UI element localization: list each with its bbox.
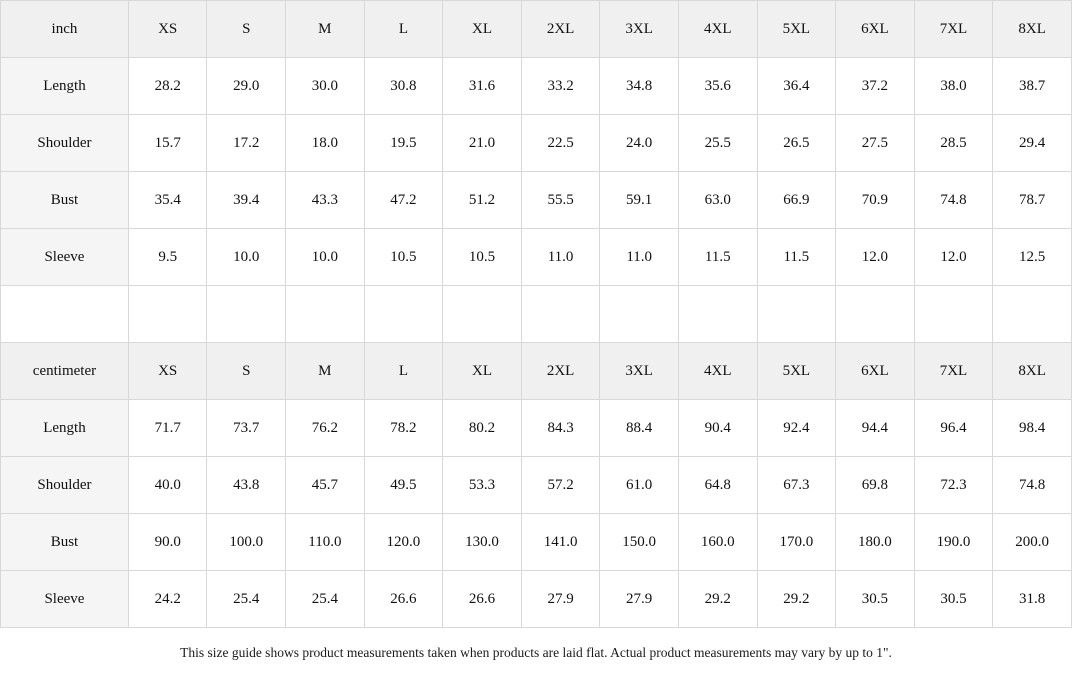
spacer-cell: [836, 286, 915, 343]
table-spacer-row: [1, 286, 1072, 343]
centimeter-unit-label: centimeter: [1, 343, 129, 400]
inch-size-header: M: [286, 1, 365, 58]
cell: 31.6: [443, 58, 522, 115]
cell: 30.5: [914, 571, 993, 628]
inch-unit-label: inch: [1, 1, 129, 58]
cell: 120.0: [364, 514, 443, 571]
table-row: [1, 115, 1072, 172]
cell: 92.4: [757, 400, 836, 457]
size-guide-footnote: This size guide shows product measurements taken when products are laid flat. Actual product measurements may vary by up to 1".: [180, 645, 892, 660]
inch-size-header: 7XL: [914, 1, 993, 58]
spacer-cell: [600, 286, 679, 343]
cell: 141.0: [521, 514, 600, 571]
cell: 66.9: [757, 172, 836, 229]
cell: 27.9: [521, 571, 600, 628]
cell: 9.5: [128, 229, 207, 286]
row-label: Sleeve: [1, 229, 129, 286]
inch-size-header: 3XL: [600, 1, 679, 58]
cell: 150.0: [600, 514, 679, 571]
inch-size-header: 4XL: [678, 1, 757, 58]
cell: 24.0: [600, 115, 679, 172]
cell: 55.5: [521, 172, 600, 229]
cell: 25.4: [207, 571, 286, 628]
cell: 24.2: [128, 571, 207, 628]
cell: 10.0: [207, 229, 286, 286]
centimeter-size-header: 7XL: [914, 343, 993, 400]
centimeter-header-row: [1, 343, 1072, 400]
cell: 39.4: [207, 172, 286, 229]
centimeter-size-header: 3XL: [600, 343, 679, 400]
inch-size-header: 5XL: [757, 1, 836, 58]
spacer-cell: [757, 286, 836, 343]
cell: 33.2: [521, 58, 600, 115]
cell: 31.8: [993, 571, 1072, 628]
cell: 47.2: [364, 172, 443, 229]
cell: 29.4: [993, 115, 1072, 172]
cell: 26.6: [364, 571, 443, 628]
cell: 10.5: [443, 229, 522, 286]
cell: 94.4: [836, 400, 915, 457]
centimeter-size-header: 2XL: [521, 343, 600, 400]
spacer-cell: [207, 286, 286, 343]
cell: 71.7: [128, 400, 207, 457]
cell: 25.4: [286, 571, 365, 628]
cell: 40.0: [128, 457, 207, 514]
cell: 130.0: [443, 514, 522, 571]
cell: 28.5: [914, 115, 993, 172]
cell: 98.4: [993, 400, 1072, 457]
spacer-cell: [1, 286, 129, 343]
cell: 160.0: [678, 514, 757, 571]
spacer-cell: [521, 286, 600, 343]
cell: 49.5: [364, 457, 443, 514]
centimeter-size-header: S: [207, 343, 286, 400]
cell: 30.8: [364, 58, 443, 115]
cell: 78.2: [364, 400, 443, 457]
centimeter-size-header: 5XL: [757, 343, 836, 400]
spacer-cell: [128, 286, 207, 343]
table-row: [1, 229, 1072, 286]
cell: 110.0: [286, 514, 365, 571]
centimeter-size-header: 4XL: [678, 343, 757, 400]
table-row: [1, 58, 1072, 115]
cell: 38.0: [914, 58, 993, 115]
cell: 26.5: [757, 115, 836, 172]
cell: 69.8: [836, 457, 915, 514]
cell: 15.7: [128, 115, 207, 172]
cell: 11.0: [600, 229, 679, 286]
cell: 88.4: [600, 400, 679, 457]
cell: 90.0: [128, 514, 207, 571]
cell: 11.5: [678, 229, 757, 286]
inch-size-header: 8XL: [993, 1, 1072, 58]
row-label: Bust: [1, 172, 129, 229]
cell: 12.5: [993, 229, 1072, 286]
row-label: Length: [1, 400, 129, 457]
cell: 170.0: [757, 514, 836, 571]
spacer-cell: [286, 286, 365, 343]
cell: 67.3: [757, 457, 836, 514]
cell: 11.5: [757, 229, 836, 286]
centimeter-size-header: XL: [443, 343, 522, 400]
row-label: Sleeve: [1, 571, 129, 628]
cell: 35.4: [128, 172, 207, 229]
inch-size-header: 2XL: [521, 1, 600, 58]
cell: 90.4: [678, 400, 757, 457]
cell: 61.0: [600, 457, 679, 514]
centimeter-size-header: 6XL: [836, 343, 915, 400]
cell: 53.3: [443, 457, 522, 514]
cell: 37.2: [836, 58, 915, 115]
cell: 78.7: [993, 172, 1072, 229]
row-label: Shoulder: [1, 115, 129, 172]
cell: 27.5: [836, 115, 915, 172]
cell: 22.5: [521, 115, 600, 172]
inch-size-header: XL: [443, 1, 522, 58]
cell: 74.8: [914, 172, 993, 229]
table-row: [1, 514, 1072, 571]
cell: 25.5: [678, 115, 757, 172]
centimeter-size-header: XS: [128, 343, 207, 400]
cell: 29.2: [757, 571, 836, 628]
inch-size-header: XS: [128, 1, 207, 58]
cell: 51.2: [443, 172, 522, 229]
cell: 29.2: [678, 571, 757, 628]
inch-header-row: [1, 1, 1072, 58]
table-row: [1, 400, 1072, 457]
cell: 12.0: [836, 229, 915, 286]
table-row: [1, 457, 1072, 514]
centimeter-size-header: M: [286, 343, 365, 400]
cell: 38.7: [993, 58, 1072, 115]
cell: 36.4: [757, 58, 836, 115]
row-label: Shoulder: [1, 457, 129, 514]
cell: 73.7: [207, 400, 286, 457]
spacer-cell: [993, 286, 1072, 343]
cell: 34.8: [600, 58, 679, 115]
cell: 21.0: [443, 115, 522, 172]
table-row: [1, 571, 1072, 628]
cell: 74.8: [993, 457, 1072, 514]
spacer-cell: [443, 286, 522, 343]
cell: 200.0: [993, 514, 1072, 571]
cell: 26.6: [443, 571, 522, 628]
cell: 72.3: [914, 457, 993, 514]
cell: 30.0: [286, 58, 365, 115]
inch-size-header: L: [364, 1, 443, 58]
cell: 18.0: [286, 115, 365, 172]
inch-size-header: 6XL: [836, 1, 915, 58]
cell: 10.5: [364, 229, 443, 286]
centimeter-size-header: 8XL: [993, 343, 1072, 400]
cell: 63.0: [678, 172, 757, 229]
cell: 19.5: [364, 115, 443, 172]
cell: 35.6: [678, 58, 757, 115]
cell: 76.2: [286, 400, 365, 457]
spacer-cell: [914, 286, 993, 343]
cell: 180.0: [836, 514, 915, 571]
spacer-cell: [364, 286, 443, 343]
table-row: [1, 172, 1072, 229]
cell: 45.7: [286, 457, 365, 514]
cell: 12.0: [914, 229, 993, 286]
spacer-cell: [678, 286, 757, 343]
cell: 30.5: [836, 571, 915, 628]
inch-size-header: S: [207, 1, 286, 58]
cell: 57.2: [521, 457, 600, 514]
cell: 29.0: [207, 58, 286, 115]
cell: 100.0: [207, 514, 286, 571]
row-label: Bust: [1, 514, 129, 571]
cell: 59.1: [600, 172, 679, 229]
cell: 11.0: [521, 229, 600, 286]
centimeter-size-header: L: [364, 343, 443, 400]
cell: 80.2: [443, 400, 522, 457]
cell: 96.4: [914, 400, 993, 457]
cell: 84.3: [521, 400, 600, 457]
row-label: Length: [1, 58, 129, 115]
cell: 190.0: [914, 514, 993, 571]
cell: 64.8: [678, 457, 757, 514]
cell: 27.9: [600, 571, 679, 628]
cell: 10.0: [286, 229, 365, 286]
cell: 28.2: [128, 58, 207, 115]
cell: 17.2: [207, 115, 286, 172]
cell: 43.8: [207, 457, 286, 514]
cell: 70.9: [836, 172, 915, 229]
cell: 43.3: [286, 172, 365, 229]
